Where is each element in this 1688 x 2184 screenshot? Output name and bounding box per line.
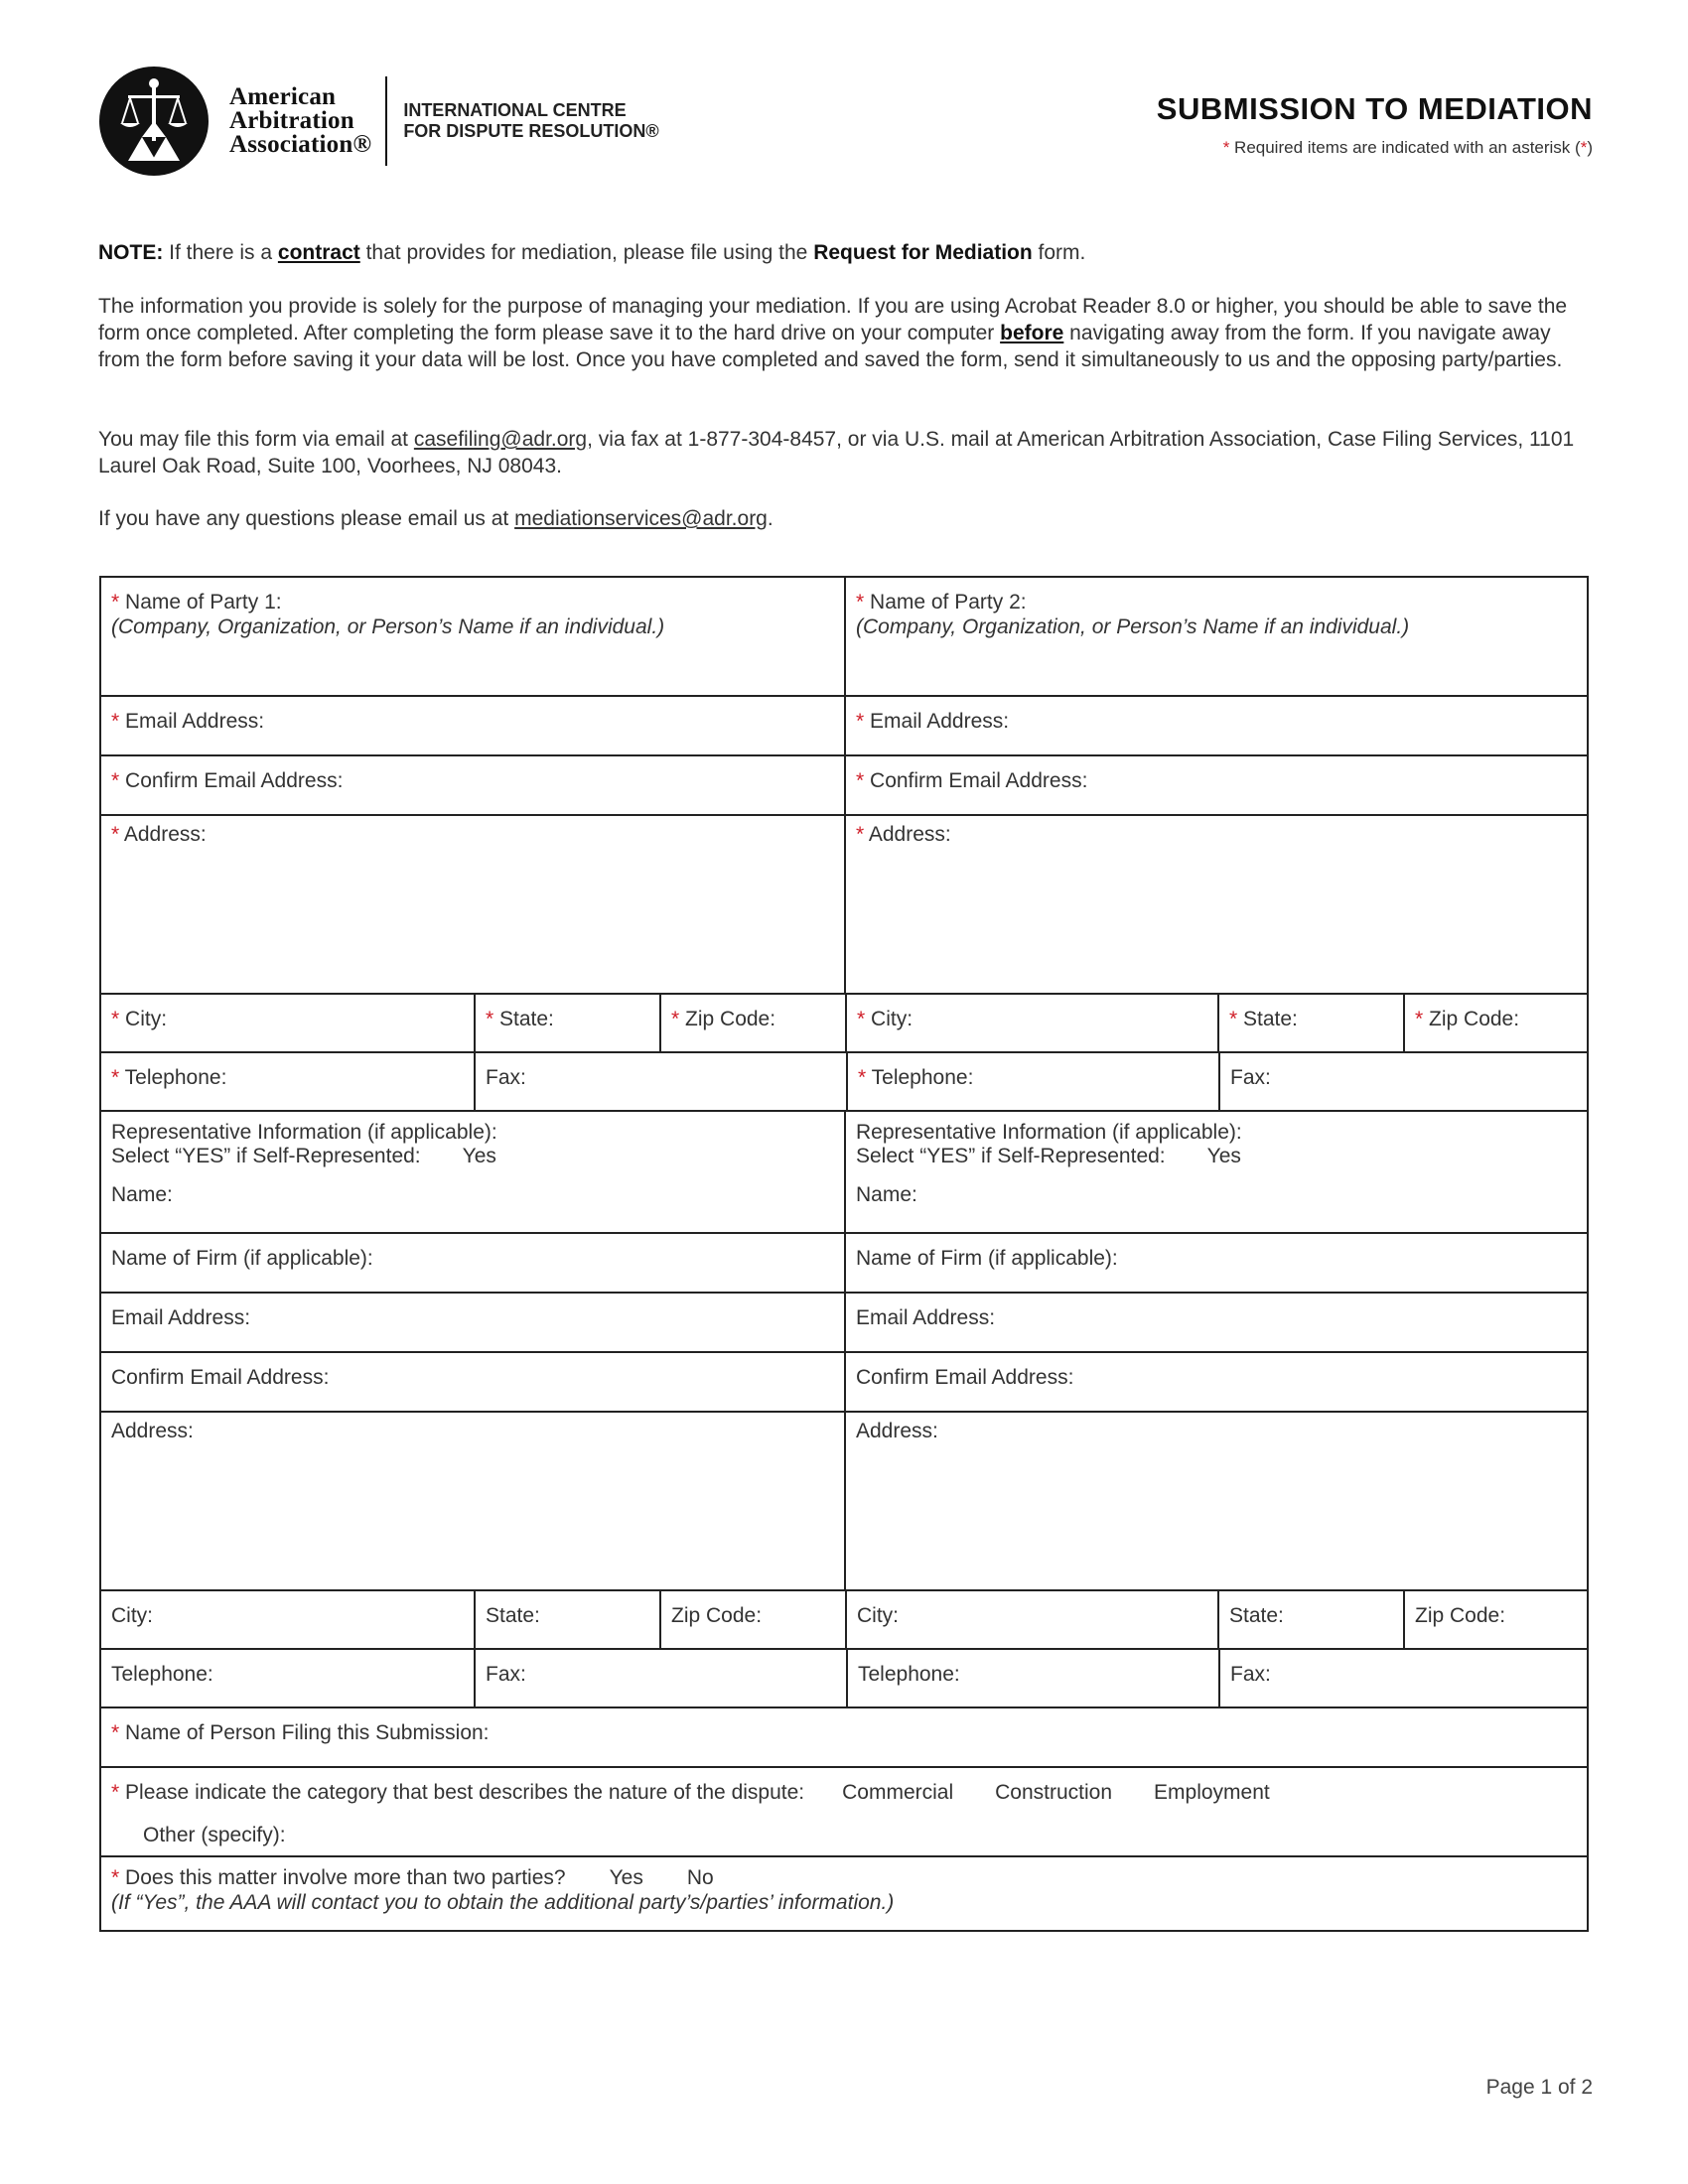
rep-email-row <box>99 1294 1589 1353</box>
required-star: * <box>486 1008 494 1030</box>
field-label: Name of Firm (if applicable): <box>856 1247 1118 1270</box>
questions-end: . <box>767 507 774 530</box>
dispute-category-field <box>101 1768 1587 1855</box>
filing-text: You may file this form via email at <box>98 428 414 451</box>
note-paragraph <box>98 239 1588 266</box>
party1-rep-confirm-email-field[interactable] <box>101 1353 844 1411</box>
field-label: Fax: <box>1230 1663 1271 1686</box>
party1-name-field[interactable] <box>101 578 844 695</box>
field-label: City: <box>865 1008 914 1030</box>
party2-self-represented-yes[interactable]: Yes <box>1206 1145 1241 1167</box>
required-star: * <box>1415 1008 1424 1030</box>
category-other-option[interactable]: Other (specify): <box>143 1824 286 1846</box>
party1-state-field[interactable] <box>474 995 659 1051</box>
party1-self-represented-yes[interactable]: Yes <box>462 1145 496 1167</box>
party1-firm-field[interactable] <box>101 1234 844 1292</box>
telephone-fax-row <box>99 1053 1589 1112</box>
party2-fax-field[interactable] <box>1218 1053 1587 1110</box>
field-label: Email Address: <box>856 1306 996 1329</box>
required-star: * <box>111 1721 120 1744</box>
mediationservices-email-link[interactable]: mediationservices@adr.org <box>514 507 768 530</box>
info-before: before <box>1000 322 1064 344</box>
field-hint: (Company, Organization, or Person’s Name if an individual.) <box>111 615 665 638</box>
field-label: Address: <box>856 1420 938 1442</box>
party1-rep-fax-field[interactable] <box>474 1650 846 1706</box>
required-note-close: ) <box>1587 138 1593 157</box>
submission-form <box>99 576 1589 1932</box>
party2-state-field[interactable] <box>1217 995 1403 1051</box>
party2-telephone-field[interactable] <box>846 1053 1218 1110</box>
party2-rep-zip-field[interactable] <box>1403 1591 1587 1648</box>
field-label: State: <box>1237 1008 1298 1030</box>
party1-fax-field[interactable] <box>474 1053 846 1110</box>
party2-rep-city-field[interactable] <box>845 1591 1217 1648</box>
logo <box>98 66 659 177</box>
field-hint: (If “Yes”, the AAA will contact you to obtain the additional party’s/parties’ information.) <box>111 1891 895 1914</box>
party2-rep-state-field[interactable] <box>1217 1591 1403 1648</box>
category-construction-option[interactable]: Construction <box>995 1781 1113 1804</box>
casefiling-email-link[interactable]: casefiling@adr.org <box>413 428 588 451</box>
field-label: Address: <box>864 823 951 846</box>
field-label: Telephone: <box>866 1066 974 1089</box>
questions-paragraph <box>98 505 1588 532</box>
email-row <box>99 697 1589 756</box>
dispute-category-row <box>99 1768 1589 1857</box>
field-label: Representative Information (if applicable): <box>111 1121 497 1144</box>
party1-rep-zip-field[interactable] <box>659 1591 845 1648</box>
filing-paragraph <box>98 426 1588 479</box>
field-label: Fax: <box>486 1663 526 1686</box>
field-label: Zip Code: <box>1415 1604 1506 1627</box>
party2-city-field[interactable] <box>845 995 1217 1051</box>
field-label: Zip Code: <box>1423 1008 1520 1030</box>
org-line-3: Association® <box>229 131 372 158</box>
party1-confirm-email-field[interactable] <box>101 756 844 814</box>
party1-telephone-field[interactable] <box>101 1053 474 1110</box>
party1-rep-address-field[interactable] <box>101 1413 844 1589</box>
org-name <box>229 85 371 157</box>
party2-rep-confirm-email-field[interactable] <box>844 1353 1587 1411</box>
field-label: Select “YES” if Self-Represented: <box>111 1145 421 1167</box>
party1-city-field[interactable] <box>101 995 474 1051</box>
field-label: Select “YES” if Self-Represented: <box>856 1145 1166 1167</box>
category-commercial-option[interactable]: Commercial <box>842 1781 954 1804</box>
field-label: State: <box>493 1008 554 1030</box>
party1-rep-email-field[interactable] <box>101 1294 844 1351</box>
party-name-row <box>99 576 1589 697</box>
field-hint: (Company, Organization, or Person’s Name if an individual.) <box>856 615 1410 638</box>
field-label: Confirm Email Address: <box>119 769 344 792</box>
field-label: State: <box>1229 1604 1284 1627</box>
logo-divider <box>385 76 387 166</box>
field-label: Does this matter involve more than two parties? <box>119 1866 566 1889</box>
party1-rep-city-field[interactable] <box>101 1591 474 1648</box>
required-note <box>1223 138 1593 158</box>
required-star: * <box>111 1066 120 1089</box>
required-star: * <box>111 591 120 614</box>
party1-representative-field[interactable] <box>101 1112 844 1232</box>
party2-rep-email-field[interactable] <box>844 1294 1587 1351</box>
party2-rep-telephone-field[interactable] <box>846 1650 1218 1706</box>
person-filing-field[interactable] <box>101 1708 1587 1766</box>
questions-text: If you have any questions please email us at <box>98 507 515 530</box>
field-label: Confirm Email Address: <box>111 1366 330 1389</box>
org-line-1: American <box>229 83 337 110</box>
required-star: * <box>111 823 120 846</box>
multiple-parties-field <box>101 1857 1587 1930</box>
org-line-2: Arbitration <box>229 107 354 134</box>
party2-firm-field[interactable] <box>844 1234 1587 1292</box>
note-text: form. <box>1032 241 1086 264</box>
field-label: City: <box>857 1604 899 1627</box>
required-star: * <box>858 1066 867 1089</box>
required-star: * <box>856 591 865 614</box>
rep-address-row <box>99 1413 1589 1591</box>
required-star: * <box>111 1866 120 1889</box>
address-row <box>99 816 1589 995</box>
party2-confirm-email-field[interactable] <box>844 756 1587 814</box>
party2-representative-field[interactable] <box>844 1112 1587 1232</box>
required-note-text: Required items are indicated with an asterisk ( <box>1229 138 1581 157</box>
note-contract: contract <box>277 241 360 264</box>
person-filing-row <box>99 1708 1589 1768</box>
multiple-parties-no[interactable]: No <box>686 1866 714 1889</box>
required-star: * <box>111 769 120 792</box>
required-star: * <box>856 823 865 846</box>
rep-city-state-zip-row <box>99 1591 1589 1650</box>
filing-text: , via fax at 1-877-304-8457, or via U.S. mail at American Arbitration Association, Case Filing Services, 1101 Laurel Oak Road, Suite 100, Voorhees, NJ 08043. <box>98 428 1575 478</box>
page-title: SUBMISSION TO MEDIATION <box>1156 91 1593 126</box>
field-label: Fax: <box>486 1066 526 1089</box>
field-label: Confirm Email Address: <box>856 1366 1074 1389</box>
field-label: Name of Party 2: <box>864 591 1027 614</box>
rep-telephone-fax-row <box>99 1650 1589 1708</box>
field-label: City: <box>111 1604 153 1627</box>
field-label: Zip Code: <box>679 1008 776 1030</box>
multiple-parties-row <box>99 1857 1589 1932</box>
party1-email-field[interactable] <box>101 697 844 754</box>
required-star: * <box>1222 138 1230 157</box>
field-label: Confirm Email Address: <box>864 769 1088 792</box>
page-number: Page 1 of 2 <box>1485 2076 1593 2099</box>
info-text: navigating away from the form. If you navigate away from the form before saving it your data will be lost. Once you have completed and saved the form, send it simultaneously to us and the opposing party/parties. <box>98 322 1563 371</box>
note-label: NOTE: <box>98 241 164 264</box>
party2-zip-field[interactable] <box>1403 995 1587 1051</box>
party1-rep-telephone-field[interactable] <box>101 1650 474 1706</box>
required-star: * <box>857 1008 866 1030</box>
field-label: Email Address: <box>119 710 265 733</box>
category-employment-option[interactable]: Employment <box>1154 1781 1270 1804</box>
field-label: Telephone: <box>119 1066 227 1089</box>
required-star: * <box>111 1781 120 1804</box>
firm-row <box>99 1234 1589 1294</box>
field-label: Name: <box>856 1183 917 1206</box>
note-text: that provides for mediation, please file using the <box>359 241 814 264</box>
field-label: Name of Firm (if applicable): <box>111 1247 373 1270</box>
centre-name <box>403 100 658 142</box>
required-star: * <box>1229 1008 1238 1030</box>
field-label: Zip Code: <box>671 1604 763 1627</box>
party2-name-field[interactable] <box>844 578 1587 695</box>
info-text: The information you provide is solely for the purpose of managing your mediation. If you are using Acrobat Reader 8.0 or higher, you should be able to save the form once completed. After completing the form please save it to the hard drive on your computer <box>98 295 1568 344</box>
info-paragraph <box>98 293 1588 373</box>
field-label: Fax: <box>1230 1066 1271 1089</box>
required-star: * <box>856 769 865 792</box>
party1-zip-field[interactable] <box>659 995 845 1051</box>
field-label: Name: <box>111 1183 173 1206</box>
multiple-parties-yes[interactable]: Yes <box>609 1866 643 1889</box>
party2-rep-address-field[interactable] <box>844 1413 1587 1589</box>
representative-row <box>99 1112 1589 1234</box>
note-text: If there is a <box>163 241 278 264</box>
field-label: Name of Party 1: <box>119 591 282 614</box>
field-label: Name of Person Filing this Submission: <box>119 1721 490 1744</box>
field-label: Representative Information (if applicable): <box>856 1121 1242 1144</box>
field-label: Email Address: <box>111 1306 251 1329</box>
field-label: Telephone: <box>111 1663 213 1686</box>
party2-rep-fax-field[interactable] <box>1218 1650 1587 1706</box>
required-star: * <box>111 710 120 733</box>
required-star: * <box>111 1008 120 1030</box>
centre-line-1: INTERNATIONAL CENTRE <box>403 100 627 120</box>
field-label: Address: <box>111 1420 194 1442</box>
field-label: Email Address: <box>864 710 1010 733</box>
rep-confirm-email-row <box>99 1353 1589 1413</box>
field-label: Telephone: <box>858 1663 960 1686</box>
aaa-seal-icon <box>98 66 210 177</box>
field-label: City: <box>119 1008 168 1030</box>
field-label: Address: <box>119 823 207 846</box>
required-note-star: * <box>1580 138 1588 157</box>
centre-line-2: FOR DISPUTE RESOLUTION® <box>403 121 659 141</box>
confirm-email-row <box>99 756 1589 816</box>
field-label: Please indicate the category that best describes the nature of the dispute: <box>119 1781 805 1804</box>
request-form-name: Request for Mediation <box>813 241 1033 264</box>
party1-address-field[interactable] <box>101 816 844 993</box>
required-star: * <box>856 710 865 733</box>
party1-rep-state-field[interactable] <box>474 1591 659 1648</box>
required-star: * <box>671 1008 680 1030</box>
party2-email-field[interactable] <box>844 697 1587 754</box>
field-label: State: <box>486 1604 540 1627</box>
city-state-zip-row <box>99 995 1589 1053</box>
party2-address-field[interactable] <box>844 816 1587 993</box>
